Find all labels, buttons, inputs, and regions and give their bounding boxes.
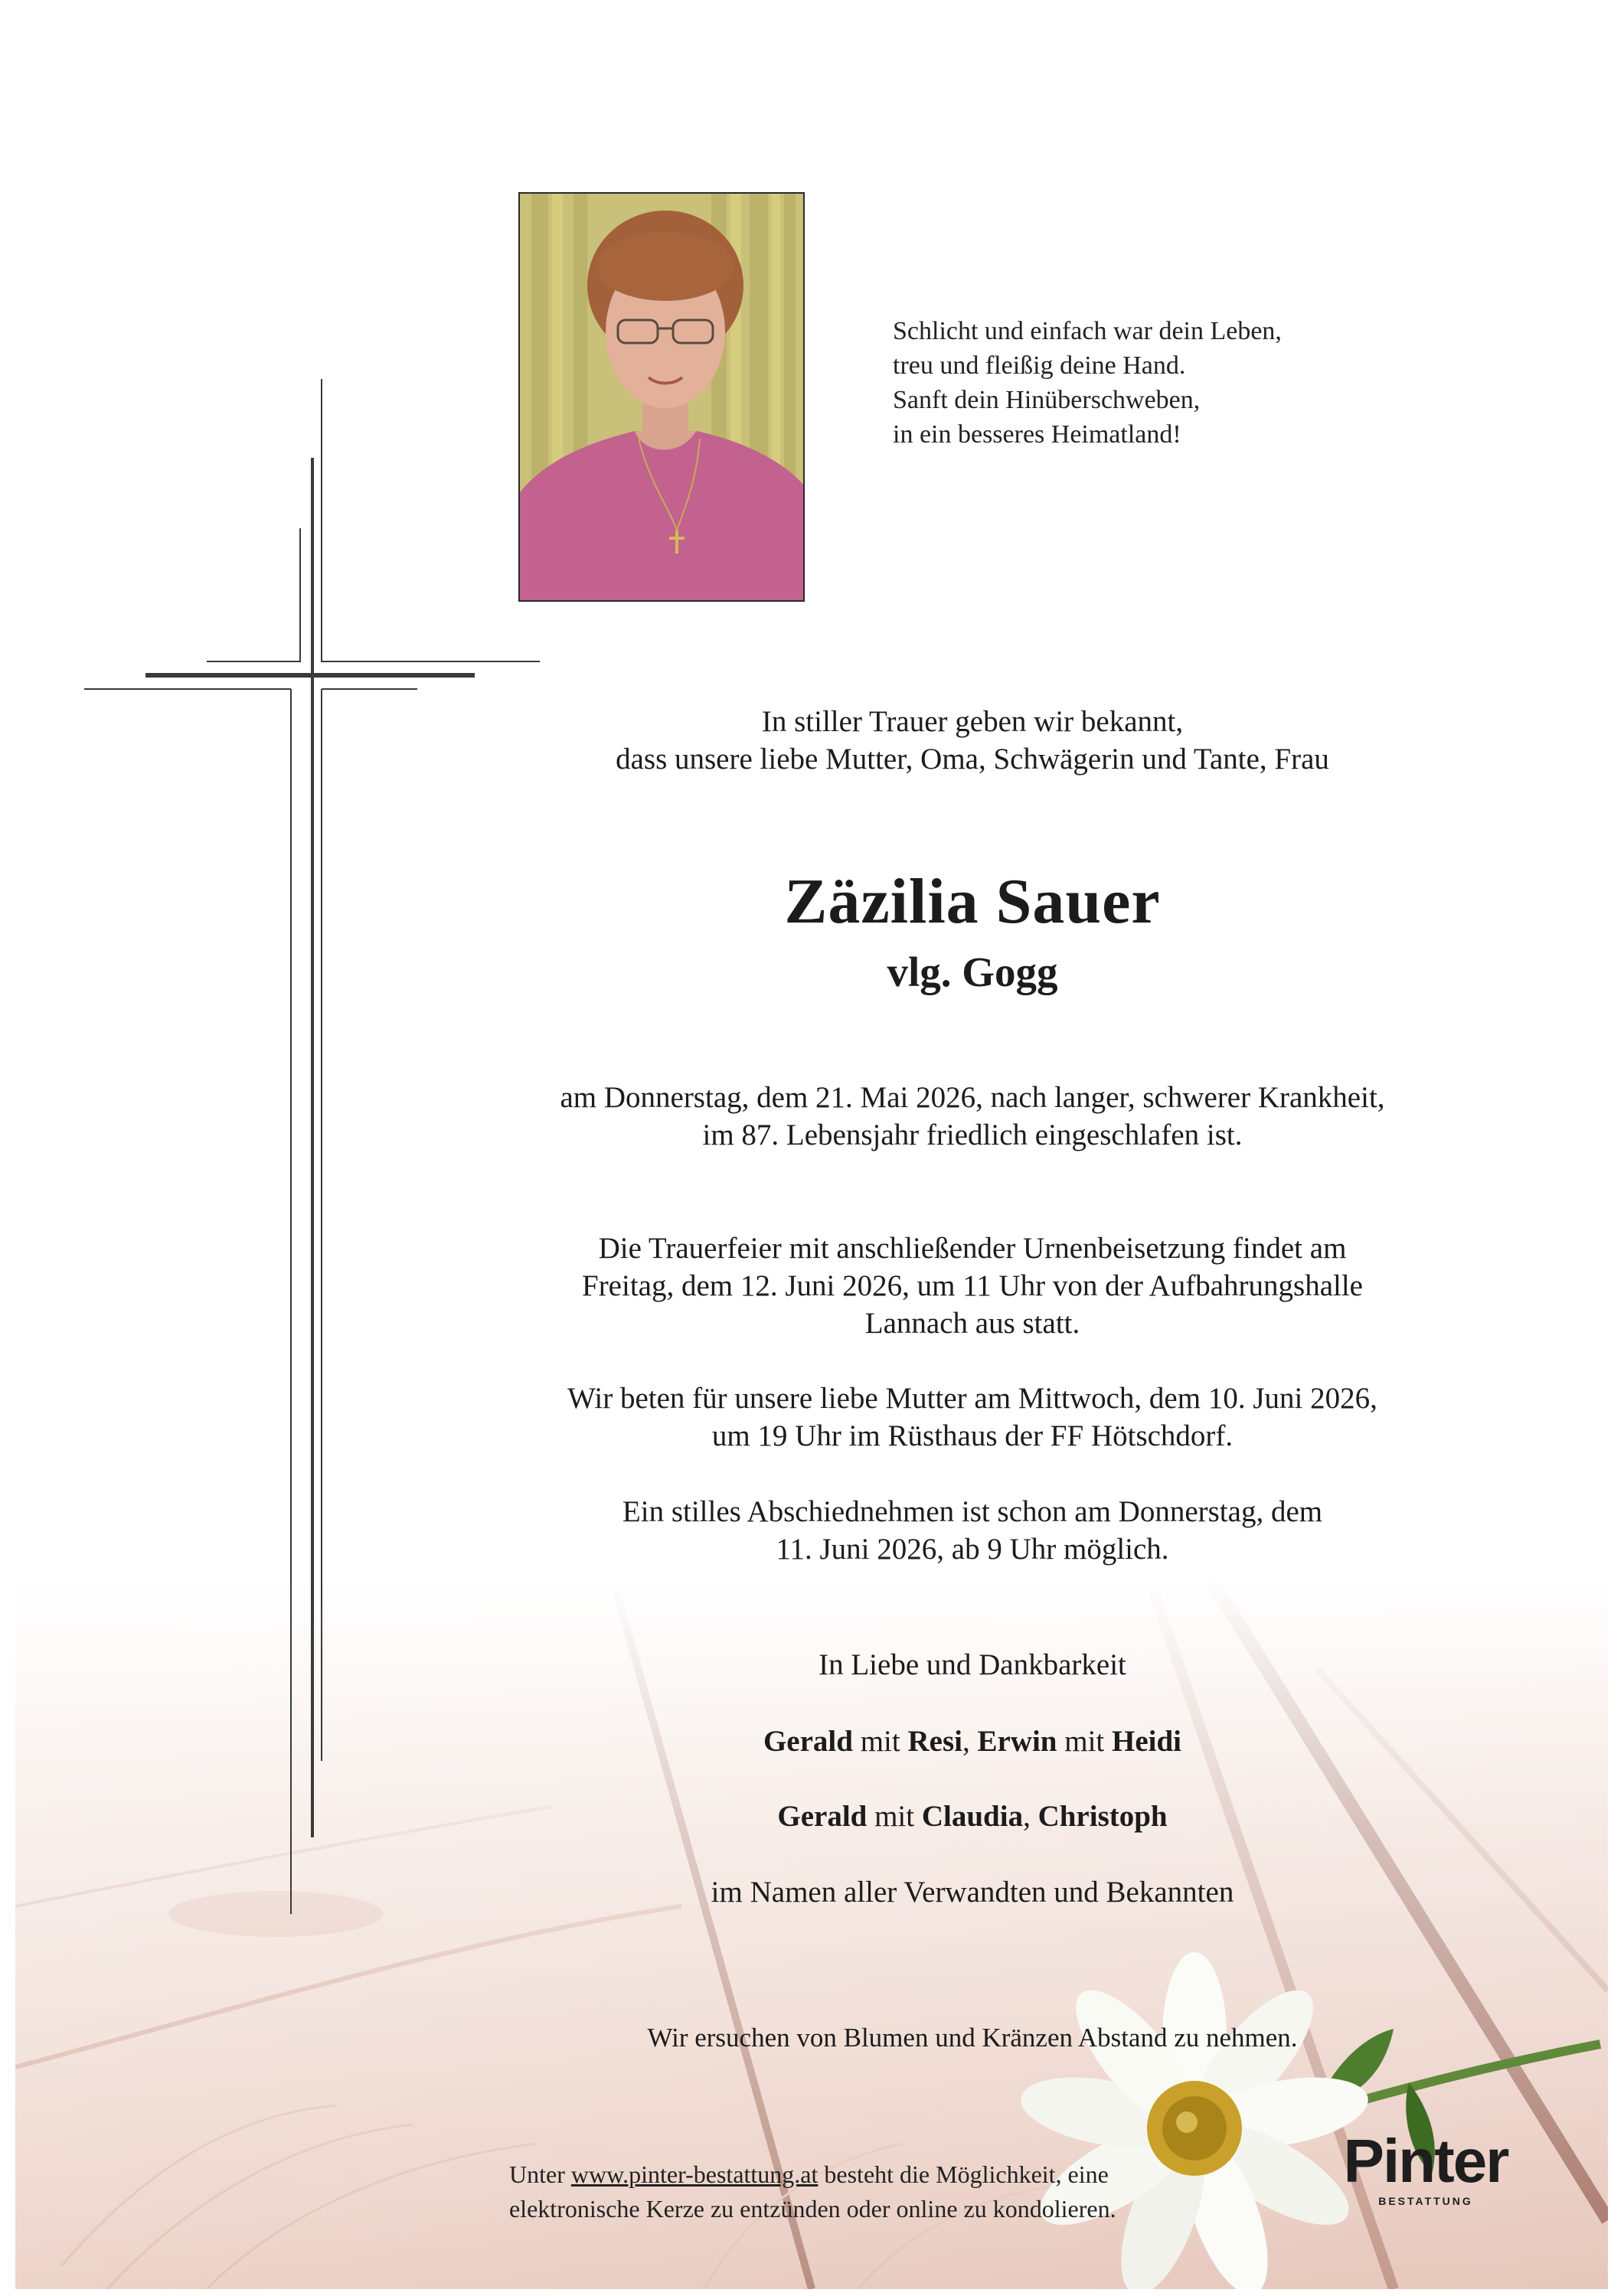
funeral-details bbox=[490, 1230, 1455, 1342]
funeral-line: Lannach aus statt. bbox=[864, 1307, 1080, 1340]
prayer-line: Wir beten für unsere liebe Mutter am Mittwoch, dem 10. Juni 2026, bbox=[567, 1382, 1377, 1415]
death-line: im 87. Lebensjahr friedlich eingeschlafen ist. bbox=[702, 1119, 1243, 1151]
poem-line: in ein besseres Heimatland! bbox=[893, 420, 1181, 449]
website-link[interactable]: www.pinter-bestattung.at bbox=[570, 2160, 819, 2188]
intro-line: dass unsere liebe Mutter, Oma, Schwägerin und Tante, Frau bbox=[616, 743, 1329, 776]
family-name: Heidi bbox=[1112, 1725, 1182, 1758]
intro-line: In stiller Trauer geben wir bekannt, bbox=[761, 705, 1184, 738]
flower-request: Wir ersuchen von Blumen und Kränzen Abstand zu nehmen. bbox=[647, 2023, 1298, 2053]
family-connector: mit bbox=[867, 1800, 922, 1833]
deceased-name: Zäzilia Sauer bbox=[784, 866, 1161, 937]
announcement-intro bbox=[490, 703, 1455, 778]
family-connector: , bbox=[962, 1725, 978, 1758]
family-line bbox=[490, 1723, 1455, 1760]
death-line: am Donnerstag, dem 21. Mai 2026, nach langer, schwerer Krankheit, bbox=[560, 1081, 1385, 1114]
farewell-line: Ein stilles Abschiednehmen ist schon am Donnerstag, dem bbox=[622, 1495, 1323, 1528]
poem-line: Sanft dein Hinüberschweben, bbox=[893, 386, 1201, 414]
farewell-details bbox=[490, 1493, 1455, 1568]
prayer-details bbox=[490, 1380, 1455, 1455]
family-line bbox=[490, 1798, 1455, 1835]
family-connector: mit bbox=[852, 1725, 908, 1758]
thanks-line: In Liebe und Dankbarkeit bbox=[819, 1648, 1126, 1681]
footer-line bbox=[509, 2157, 1275, 2192]
logo-subtitle: BESTATTUNG bbox=[1378, 2195, 1473, 2207]
family-name: Christoph bbox=[1037, 1800, 1168, 1833]
portrait-photo bbox=[518, 192, 805, 602]
family-name: Gerald bbox=[763, 1725, 853, 1758]
relatives-line: im Namen aller Verwandten und Bekannten bbox=[711, 1876, 1234, 1909]
family-connector: , bbox=[1023, 1800, 1038, 1833]
farewell-line: 11. Juni 2026, ab 9 Uhr möglich. bbox=[776, 1533, 1169, 1566]
family-name: Resi bbox=[907, 1725, 962, 1758]
pinter-logo bbox=[1334, 2128, 1518, 2208]
deceased-vulgo-name: vlg. Gogg bbox=[887, 949, 1058, 995]
footer-line: elektronische Kerze zu entzünden oder online zu kondolieren. bbox=[509, 2195, 1116, 2223]
funeral-line: Die Trauerfeier mit anschließender Urnenbeisetzung findet am bbox=[598, 1232, 1347, 1265]
footer-note bbox=[509, 2157, 1275, 2226]
family-name: Erwin bbox=[977, 1725, 1057, 1758]
family-name: Gerald bbox=[777, 1800, 868, 1833]
footer-prefix: Unter bbox=[509, 2160, 571, 2188]
prayer-line: um 19 Uhr im Rüsthaus der FF Hötschdorf. bbox=[711, 1419, 1234, 1452]
death-notice bbox=[490, 1079, 1455, 1154]
family-connector: mit bbox=[1057, 1725, 1112, 1758]
poem-line: treu und fleißig deine Hand. bbox=[893, 351, 1186, 380]
poem-line: Schlicht und einfach war dein Leben, bbox=[893, 317, 1282, 345]
family-name: Claudia bbox=[921, 1800, 1024, 1833]
footer-suffix: besteht die Möglichkeit, eine bbox=[818, 2160, 1109, 2188]
memorial-poem bbox=[893, 314, 1352, 452]
logo-wordmark: Pinter bbox=[1343, 2127, 1508, 2195]
funeral-line: Freitag, dem 12. Juni 2026, um 11 Uhr von der Aufbahrungshalle bbox=[582, 1269, 1363, 1302]
